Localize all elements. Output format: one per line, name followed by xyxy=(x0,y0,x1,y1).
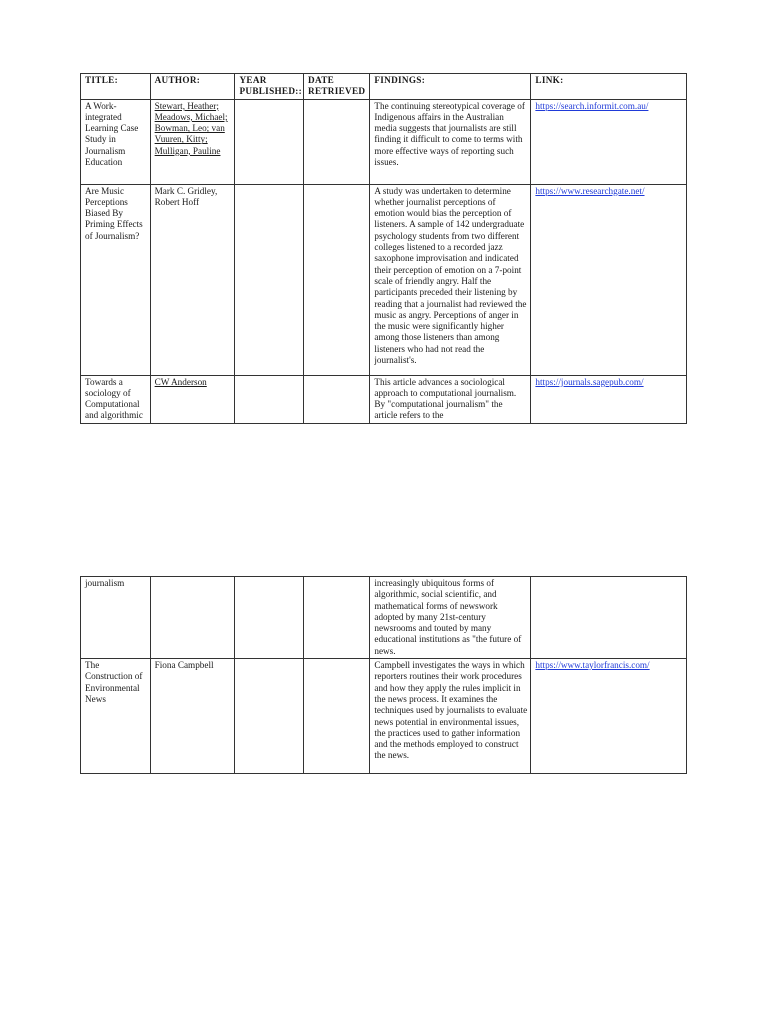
table-header-row xyxy=(81,74,687,100)
cell-year xyxy=(235,375,304,423)
cell-link xyxy=(531,659,687,774)
cell-title: Are Music Perceptions Biased By Priming Effects of Journalism? xyxy=(81,184,151,375)
table-row xyxy=(81,659,687,774)
table-row xyxy=(81,577,687,659)
cell-findings: Campbell investigates the ways in which reporters routines their work procedures and how they apply the rules implicit in the news process. It examines the techniques used by journalists to evaluate news potential in environmental issues, the practices used to gather information and the methods employed to construct the news. xyxy=(370,659,531,774)
cell-date xyxy=(304,375,370,423)
cell-year xyxy=(235,577,304,659)
cell-author: Stewart, Heather; Meadows, Michael; Bowman, Leo; van Vuuren, Kitty; Mulligan, Pauline xyxy=(150,99,235,184)
cell-findings: A study was undertaken to determine whether journalist perceptions of emotion would bias the perception of listeners. A sample of 142 undergraduate psychology students from two different colleges listened to a recorded jazz saxophone improvisation and indicated their perception of emotion on a 7-point scale of friendly angry. Half the participants preceded their listening by reading that a journalist had reviewed the music as angry. Perceptions of anger in the music were significantly higher among those listeners than among listeners who had not read the journalist's. xyxy=(370,184,531,375)
literature-table-continued xyxy=(80,576,687,774)
cell-author: Fiona Campbell xyxy=(150,659,235,774)
header-year-published: YEAR PUBLISHED:: xyxy=(235,74,304,100)
cell-link xyxy=(531,375,687,423)
cell-year xyxy=(235,659,304,774)
cell-author xyxy=(150,577,235,659)
cell-findings: The continuing stereotypical coverage of Indigenous affairs in the Australian media suggests that journalists are still finding it difficult to come to terms with more effective ways of reporting such issues. xyxy=(370,99,531,184)
table-row xyxy=(81,375,687,423)
header-date-retrieved: DATE RETRIEVED xyxy=(304,74,370,100)
source-link[interactable]: https://search.informit.com.au/ xyxy=(535,100,649,111)
cell-link xyxy=(531,99,687,184)
cell-date xyxy=(304,659,370,774)
literature-table xyxy=(80,73,687,424)
table-row xyxy=(81,99,687,184)
cell-link xyxy=(531,184,687,375)
cell-year xyxy=(235,99,304,184)
cell-date xyxy=(304,99,370,184)
cell-date xyxy=(304,577,370,659)
table-row xyxy=(81,184,687,375)
cell-findings: increasingly ubiquitous forms of algorithmic, social scientific, and mathematical forms of newswork adopted by many 21st-century newsrooms and touted by many educational institutions as "the future of news. xyxy=(370,577,531,659)
cell-year xyxy=(235,184,304,375)
cell-date xyxy=(304,184,370,375)
cell-author: Mark C. Gridley, Robert Hoff xyxy=(150,184,235,375)
cell-findings: This article advances a sociological approach to computational journalism. By "computational journalism" the article refers to the xyxy=(370,375,531,423)
source-link[interactable]: https://journals.sagepub.com/ xyxy=(535,376,644,387)
cell-title: A Work-integrated Learning Case Study in Journalism Education xyxy=(81,99,151,184)
cell-link xyxy=(531,577,687,659)
header-title: TITLE: xyxy=(81,74,151,100)
header-link: LINK: xyxy=(531,74,687,100)
cell-title: Towards a sociology of Computational and algorithmic xyxy=(81,375,151,423)
source-link[interactable]: https://www.taylorfrancis.com/ xyxy=(535,660,650,671)
cell-author: CW Anderson xyxy=(150,375,235,423)
source-link[interactable]: https://www.researchgate.net/ xyxy=(535,185,645,196)
cell-title: The Construction of Environmental News xyxy=(81,659,151,774)
header-findings: FINDINGS: xyxy=(370,74,531,100)
cell-title: journalism xyxy=(81,577,151,659)
header-author: AUTHOR: xyxy=(150,74,235,100)
